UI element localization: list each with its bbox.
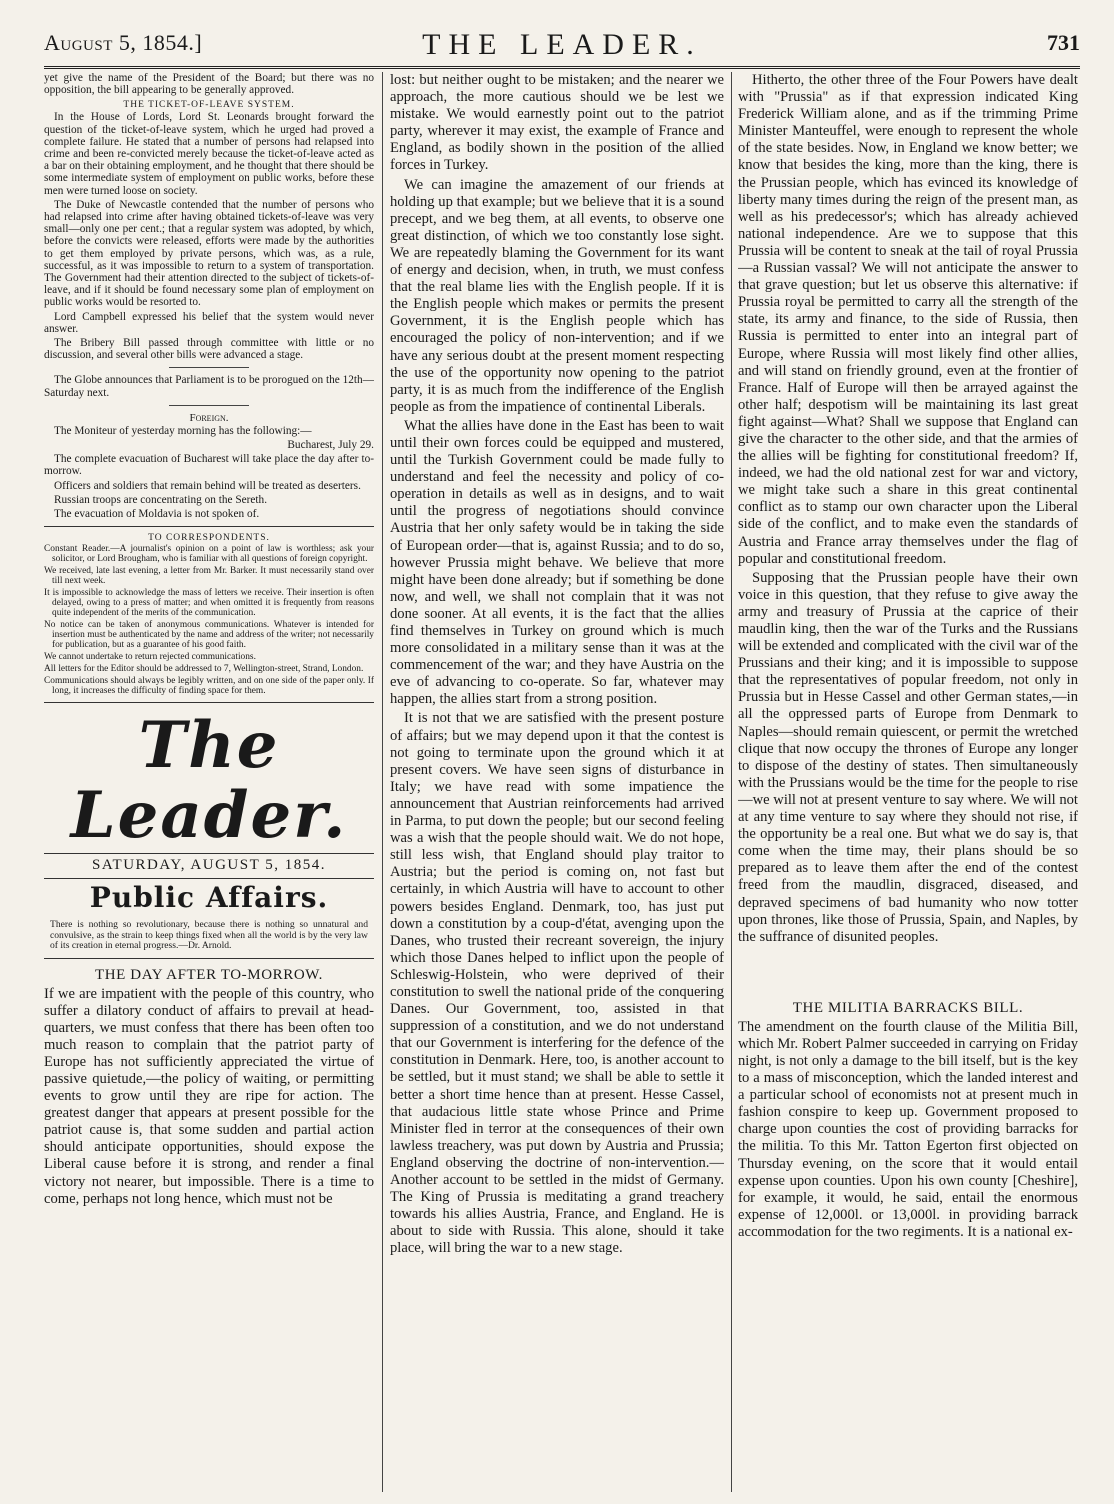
article-headline: THE DAY AFTER TO-MORROW. bbox=[94, 966, 324, 983]
masthead bbox=[44, 28, 1080, 69]
paragraph: The Duke of Newcastle contended that the number of persons who had relapsed into crime after having obtained tickets-of-leave was very small—only one per cent.; that a regular system was adopted, by which, before the convicts were released, efforts were made by the authorities to get them employed by private persons, which was, as a rule, successful, as it was impossible to return to a system of transportation. The Government had their attention directed to the subject of tickets-of-leave, and if it should be found necessary some plan of employment on public works would be resorted to. bbox=[44, 198, 374, 309]
page-number: 731 bbox=[1047, 30, 1080, 55]
paragraph: yet give the name of the President of the Board; but there was no opposition, the bill appearing to be generally approved. bbox=[44, 72, 374, 97]
epigraph: There is nothing so revolutionary, because there is nothing so unnatural and convulsive, as the strain to keep things fixed when all the world is by the very law of its creation in eternal progress.—Dr. Arnold. bbox=[50, 919, 368, 952]
newspaper-title: THE LEADER. bbox=[422, 28, 702, 61]
section-divider bbox=[169, 367, 249, 368]
paragraph: The Moniteur of yesterday morning has the following:— bbox=[54, 424, 312, 437]
article-paragraph: It is not that we are satisfied with the present posture of affairs; but we may depend upon it that the contest is not going to terminate upon the ground which it at present covers. We have seen signs of disturbance in Italy; we have read with some impatience the announcement that Austrian reinforcements had arrived in Parma, to put down the people; but our second feeling was a wish that the people should wait. We do not hope, still less wish, that England should play traitor to Austria; but the period is coming on, not fast but certainly, in which Austria will have to account to other powers besides England. Denmark, too, has just put down a constitution by a coup-d'état, avenging upon the Danes, who trusted their recreant sovereign, the injury which those Danes helped to inflict upon the people of Schleswig-Holstein, who were deprived of their constitution to swell the national pride of the conquering Danes. Our Government, too, assisted in that suppression of a constitution, and we do not understand that our Government is interfering for the defence of the constitution in Denmark. Here, too, is another account to be settled, but it must stand; we shall be able to settle it better a short time hence than at present. Hesse Cassel, that audacious little state whose Prince and Prime Minister fled in terror at the consequences of their own lawless treachery, was put down by Austria and Prussia; England observing the doctrine of non-intervention.—Another account to be settled in the midst of Germany. The King of Prussia is meditating a grand treachery towards his allies Austria, France, and England. He is about to side with Russia. This alone, should it take place, will bring the war to a new stage. bbox=[390, 710, 724, 1257]
article-paragraph: Supposing that the Prussian people have their own voice in this question, that they refuse to give away the army and treasury of Prussia at the caprice of their maudlin king, then the war of the Turks and the Russians will be extended and complicated with the civil war of the Prussians and their king; and it is impossible to suppose that the representatives of popular freedom, not only in Prussia but in Hesse Cassel and other German states,—in all the oppressed parts of Europe from Denmark to Naples—should remain quiescent, or permit the wretched clique that now occupy the thrones of Europe any longer to dispose of the destiny of states. Then simultaneously with the Prussians would be the time for the people to rise—we will not at present venture to say where. We will not at any time venture to say where they should not rise, if the opportunity be a real one. But what we do say is, that come when the time may, their plans should be so prepared as to leave them after the end of the contest freed from the maudlin, disgraced, diseased, and depraved specimens of bad humanity who now totter upon thrones, like those of Prussia, Spain, and Naples, by the suffrance of disunited peoples. bbox=[738, 569, 1078, 945]
paragraph: Officers and soldiers that remain behind will be treated as deserters. bbox=[54, 479, 361, 492]
article-headline: THE MILITIA BARRACKS BILL. bbox=[792, 999, 1024, 1016]
logo-date: SATURDAY, AUGUST 5, 1854. bbox=[44, 853, 374, 879]
section-divider bbox=[44, 526, 374, 527]
notice: We cannot undertake to return rejected communications. bbox=[44, 652, 256, 663]
notice: Constant Reader.—A journalist's opinion on a point of law is worthless; ask your solicitor, or Lord Brougham, who is familiar with all questions of foreign copyright. bbox=[44, 544, 374, 565]
paragraph: The Globe announces that Parliament is to be prorogued on the 12th—Saturday next. bbox=[44, 374, 374, 399]
column-2 bbox=[390, 72, 724, 1492]
section-divider bbox=[44, 958, 374, 959]
section-divider bbox=[44, 702, 374, 703]
correspondents-subhead: TO CORRESPONDENTS. bbox=[148, 533, 270, 544]
foreign-subhead: Foreign. bbox=[189, 411, 229, 424]
paragraph: In the House of Lords, Lord St. Leonards brought forward the question of the ticket-of-leave system, which he urged had proved a complete failure. He stated that a number of persons had relapsed into crime and been re-convicted merely because the ticket-of-leave acted as a bar on their obtaining employment, and he thought that there should be some intermediate system of employment on public works, before these men were turned loose on society. bbox=[44, 111, 374, 197]
article-paragraph: lost: but neither ought to be mistaken; and the nearer we approach, the more cautious should we be lest we mistake. We would earnestly point out to the patriot party, wherever it may exist, the example of France and England, as bodily shown in the position of the allied forces in Turkey. bbox=[390, 72, 724, 174]
dateline: Bucharest, July 29. bbox=[287, 439, 374, 452]
leader-logo bbox=[44, 708, 374, 879]
article-paragraph: If we are impatient with the people of this country, who suffer a dilatory conduct of affairs to prevail at head-quarters, we must confess that there has been often too much reason to complain that the patriot party of Europe has not sufficiently appreciated the virtue of passive quietude,—the policy of waiting, or permitting events to grow until they are ripe for action. The greatest danger that appears at present possible for the patriot cause is, that some sudden and partial action should anticipate opportunities, should expose the Liberal cause before it is strong, and render a final victory not nearer, but impossible. There is a time to come, perhaps not long hence, which must not be bbox=[44, 985, 374, 1207]
notice: We received, late last evening, a letter from Mr. Barker. It must necessarily stand over till next week. bbox=[44, 566, 374, 587]
column-rule-1 bbox=[382, 72, 383, 1492]
article-paragraph: We can imagine the amazement of our friends at holding up that example; but we believe that it is a sound precept, and we beg them, at all events, to observe one great distinction, of which we too constantly lose sight. We are repeatedly blaming the Government for its want of energy and decision, when, in truth, we must confess that the real blame lies with the English people. If it is the English people which makes or permits the present Government, it is the English people which has encouraged the policy of non-intervention; and if we have any serious doubt at the present moment respecting the use of the opportunity now opening to the patriot party, it is as much from the indifference of the English people as from the impatience of continental Liberals. bbox=[390, 176, 724, 415]
notice: All letters for the Editor should be addressed to 7, Wellington-street, Strand, London. bbox=[44, 664, 364, 675]
article-paragraph: The amendment on the fourth clause of the Militia Bill, which Mr. Robert Palmer succeeded in carrying on Friday night, is not only a damage to the bill itself, but is the key to a mass of misconception, which the landed interest and a particular school of economists not at present much in fashion conspire to keep up. Government proposed to charge upon counties the cost of providing barracks for the militia. To this Mr. Tatton Egerton first objected on Thursday evening, on the score that it would entail expense upon counties. Upon his own county [Cheshire], for example, it would, he said, entail the enormous expense of 12,000l. or 13,000l. in providing barrack accommodation for the two regiments. It is a national ex- bbox=[738, 1018, 1078, 1240]
notice: It is impossible to acknowledge the mass of letters we receive. Their insertion is often delayed, owing to a press of matter; and when omitted it is frequently from reasons quite independent of the merits of the communication. bbox=[44, 588, 374, 619]
spacer bbox=[738, 948, 1078, 992]
article-paragraph: Hitherto, the other three of the Four Powers have dealt with "Prussia" as if that expression indicated King Frederick William alone, and as if the trimming Prime Minister Manteuffel, were enough to represent the whole of the state besides. Now, in England we know better; we know that besides the king, more than the king, there is the Prussian people, which has evinced its knowledge of liberty many times during the reign of the present man, as well as his predecessor's; which has already achieved national independence. Are we to suppose that this Prussia will be content to sneak at the tail of royal Prussia—a Russian vassal? We will not anticipate the answer to that grave question; but let us observe this alternative: if Prussia royal be permitted to carry all the strength of the state, its army and finance, to the side of Russia, then Russia is permitted to enter into an integral part of Europe, where Russia will most likely find other allies, and will stand on friendly ground, even at the frontier of France. Half of Europe will then be arrayed against the other half; despotism will be maintaining its last great fight against—What? Shall we suppose that England can give the character to the other side, and that the armies of the allies will be fighting for constitutional freedom? If, indeed, we had the old national zest for war and victory, we might take such a share in this great continental conflict as to stamp our own character upon the Liberal side of the conflict, and to make even the standards of Austria and France array themselves under the flag of popular and constitutional freedom. bbox=[738, 72, 1078, 567]
paragraph: The evacuation of Moldavia is not spoken of. bbox=[54, 508, 260, 521]
logo-wordmark: The Leader. bbox=[70, 708, 348, 854]
notice: No notice can be taken of anonymous communications. Whatever is intended for insertion must be authenticated by the name and address of the writer; not necessarily for publication, but as a guarantee of his good faith. bbox=[44, 620, 374, 651]
section-divider bbox=[169, 405, 249, 406]
notice: Communications should always be legibly written, and on one side of the paper only. If long, it increases the difficulty of finding space for them. bbox=[44, 676, 374, 697]
column-1 bbox=[44, 72, 374, 1492]
paragraph: Russian troops are concentrating on the Sereth. bbox=[54, 493, 268, 506]
public-affairs-title: Public Affairs. bbox=[89, 881, 329, 915]
paragraph: The Bribery Bill passed through committee with little or no discussion, and several other bills were advanced a stage. bbox=[44, 337, 374, 362]
article-paragraph: What the allies have done in the East has been to wait until their own forces could be equipped and mustered, until the Turkish Government could be made fully to understand and feel the necessity and policy of co-operation in details as well as in designs, and to wait until the progress of negotiations should convince Austria that her only safety would be in taking the side of European order—that is, against Russia; and to do so, however Prussia might behave. We believe that more might have been done already; but if something be done now, and well, we shall not complain that it was not done sooner. At all events, it is the fact that the allies find themselves in Turkey on ground which is much more consolidated in a military sense than it was at the commencement of the war; and they have Austria on the eve of advancing to co-operate. So far, whatever may happen, the allies start from a strong position. bbox=[390, 417, 724, 708]
issue-date: August 5, 1854.] bbox=[44, 30, 203, 55]
column-rule-2 bbox=[731, 72, 732, 1492]
section-subhead: THE TICKET-OF-LEAVE SYSTEM. bbox=[123, 100, 295, 111]
column-3 bbox=[738, 72, 1078, 1492]
paragraph: The complete evacuation of Bucharest will take place the day after to-morrow. bbox=[44, 453, 374, 478]
paragraph: Lord Campbell expressed his belief that the system would never answer. bbox=[44, 310, 374, 335]
